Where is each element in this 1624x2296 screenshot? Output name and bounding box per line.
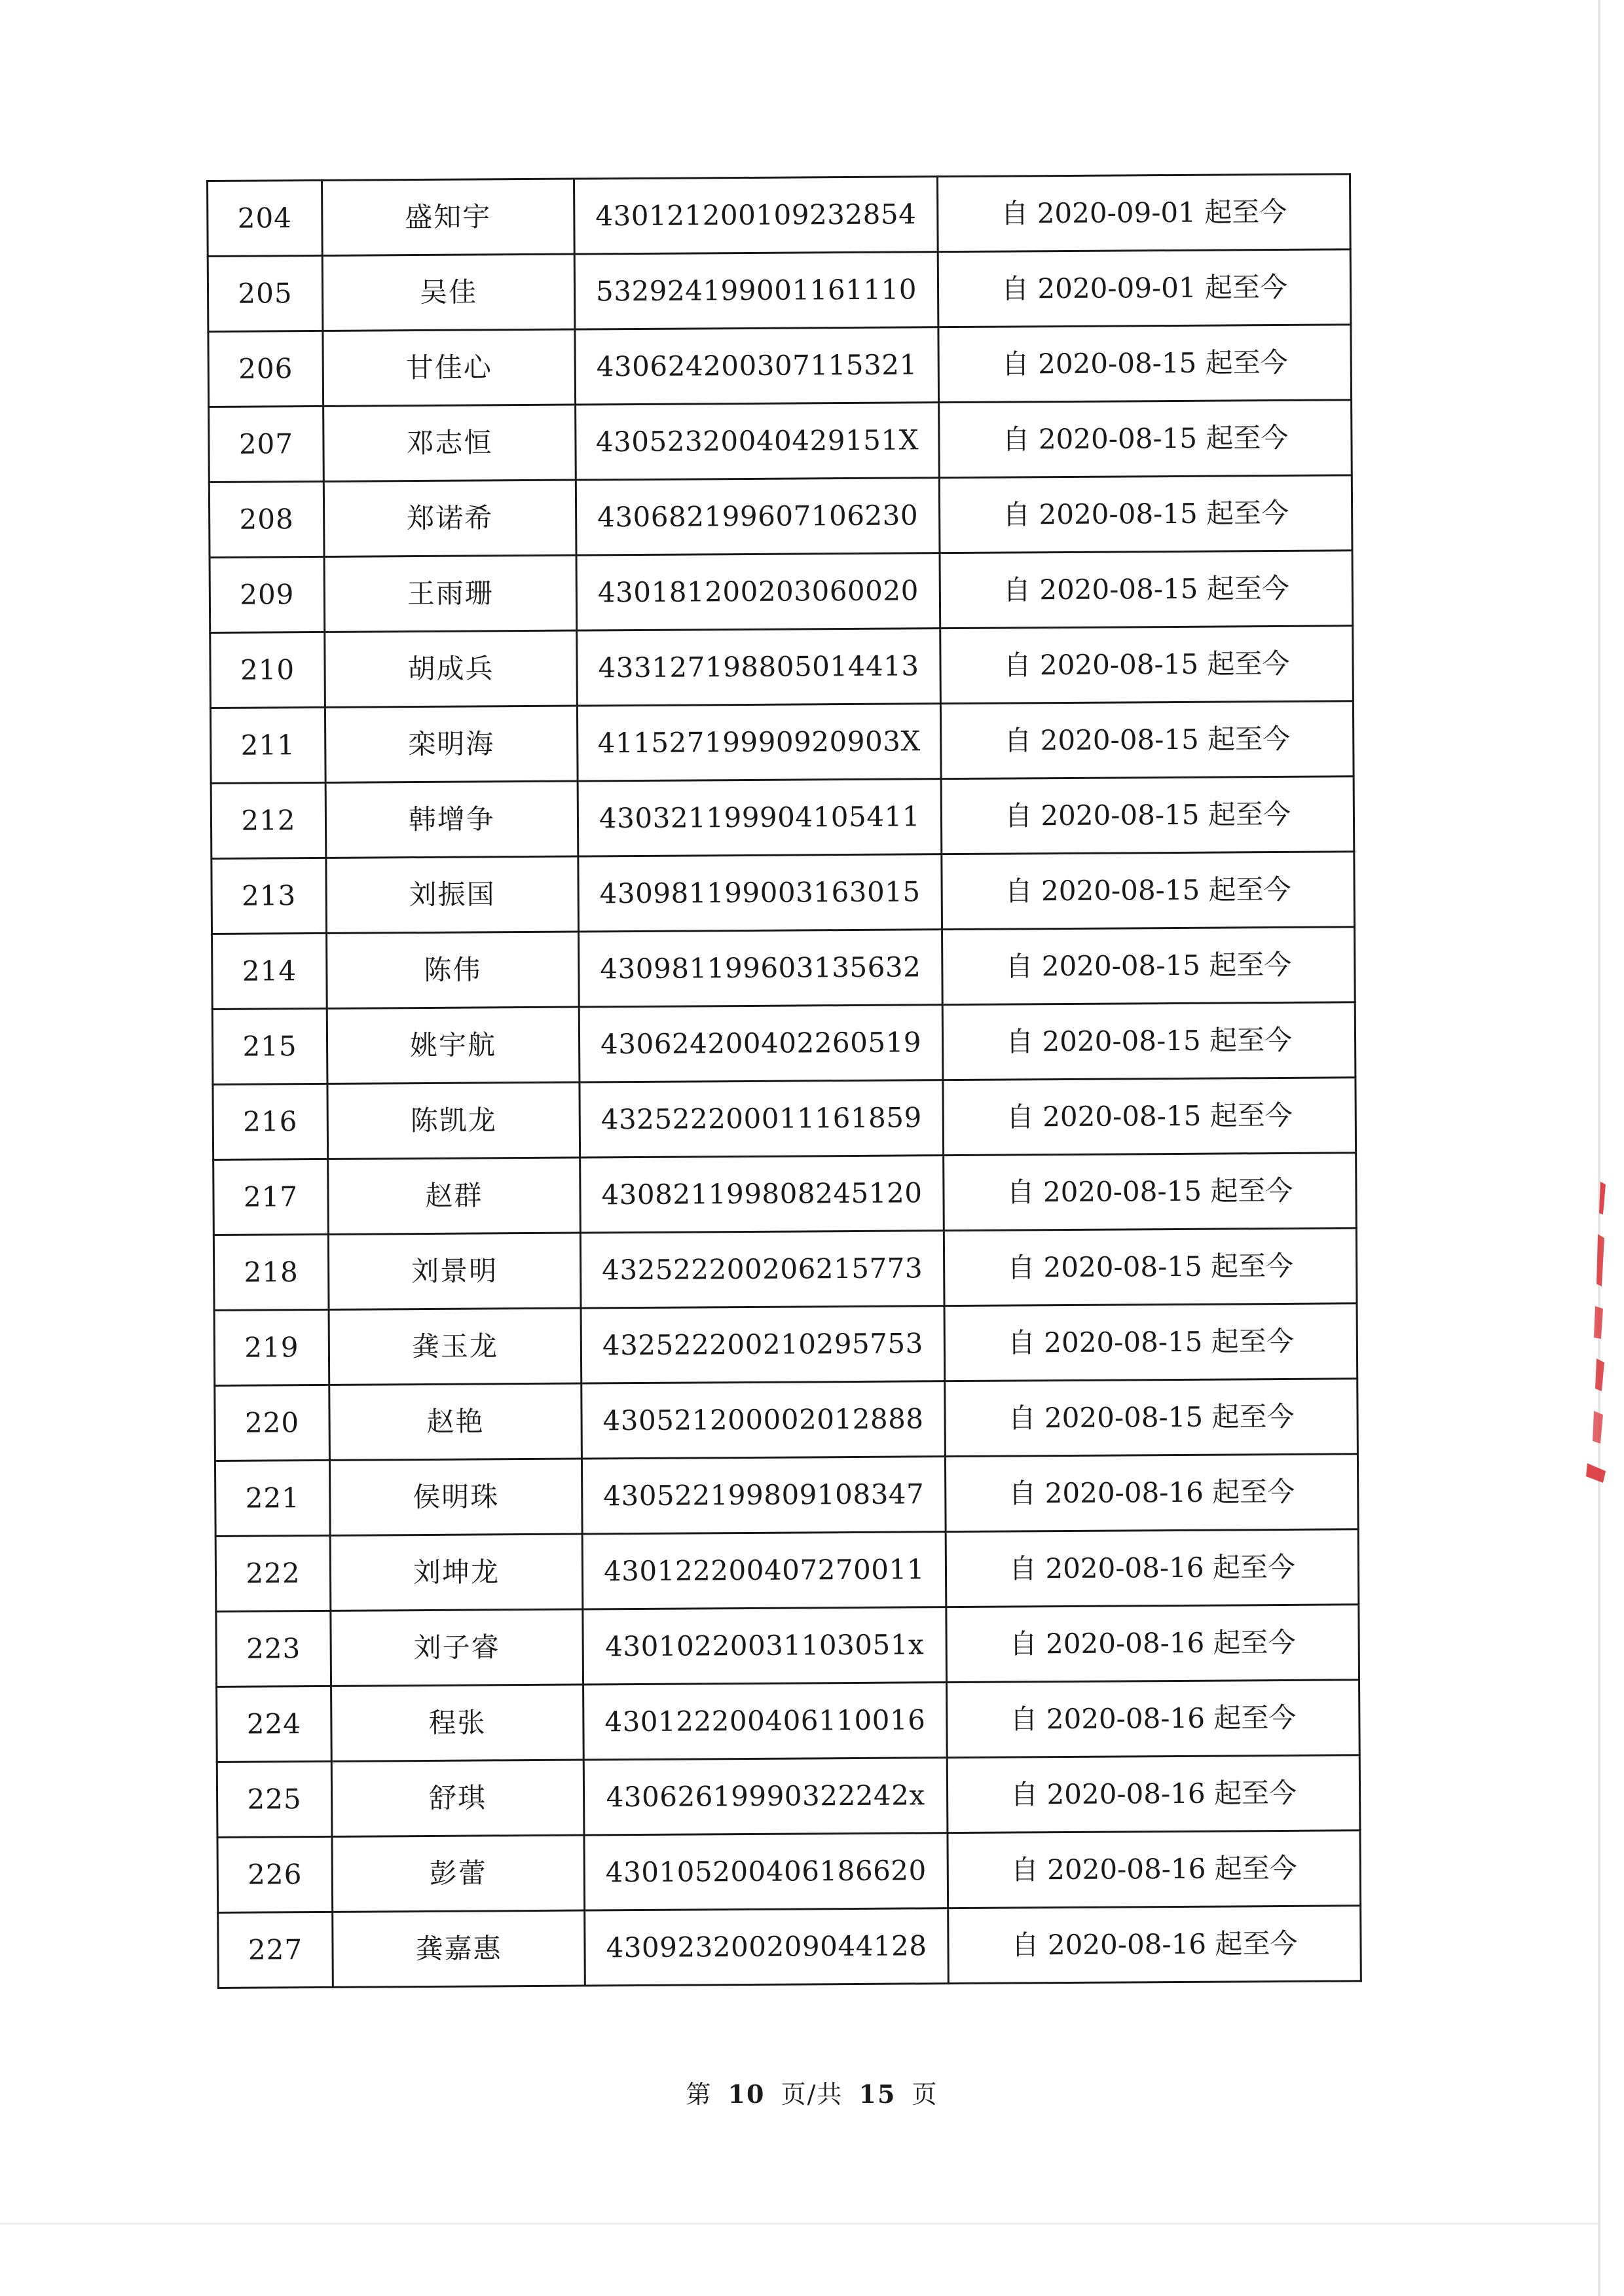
period-cell: 自 2020-08-15 起至今 xyxy=(944,1303,1357,1381)
red-seal-fragment xyxy=(1583,1175,1610,1489)
id-number-cell: 532924199001161110 xyxy=(574,252,938,329)
sequence-number-cell: 208 xyxy=(209,481,324,557)
total-pages-number: 15 xyxy=(858,2079,896,2109)
period-cell: 自 2020-08-16 起至今 xyxy=(945,1454,1358,1532)
name-cell: 刘子睿 xyxy=(331,1609,583,1686)
table-row xyxy=(217,1680,1360,1762)
sequence-number-cell: 206 xyxy=(208,331,323,407)
id-number-cell: 430522199809108347 xyxy=(581,1457,946,1534)
sequence-number-cell: 224 xyxy=(217,1686,332,1762)
table-row xyxy=(209,400,1352,483)
period-cell: 自 2020-08-15 起至今 xyxy=(944,1153,1357,1231)
name-cell: 程张 xyxy=(331,1685,584,1761)
sequence-number-cell: 212 xyxy=(211,782,326,858)
sequence-number-cell: 225 xyxy=(217,1761,332,1837)
sequence-number-cell: 210 xyxy=(210,632,325,708)
table-row xyxy=(208,174,1351,257)
name-cell: 王雨珊 xyxy=(324,555,577,632)
id-number-cell: 430122200407270011 xyxy=(582,1532,946,1609)
id-number-cell: 430321199904105411 xyxy=(578,779,942,856)
id-number-cell: 432522200210295753 xyxy=(581,1306,945,1383)
table-row xyxy=(212,1002,1356,1085)
id-number-cell: 430181200203060020 xyxy=(576,553,940,630)
table-row xyxy=(211,776,1354,859)
period-cell: 自 2020-08-15 起至今 xyxy=(941,776,1354,854)
table-row xyxy=(212,927,1356,1010)
table-row xyxy=(213,1228,1357,1311)
table-row xyxy=(215,1379,1358,1461)
period-cell: 自 2020-08-15 起至今 xyxy=(944,1228,1357,1306)
page-middle: 页/共 xyxy=(781,2080,843,2109)
sequence-number-cell: 227 xyxy=(218,1912,333,1988)
id-number-cell: 430821199808245120 xyxy=(580,1156,944,1233)
name-cell: 郑诺希 xyxy=(323,480,576,556)
period-cell: 自 2020-08-15 起至今 xyxy=(945,1379,1358,1457)
table-row xyxy=(210,701,1354,784)
name-cell: 龚嘉惠 xyxy=(333,1910,585,1987)
name-cell: 邓志恒 xyxy=(323,405,576,481)
name-cell: 栾明海 xyxy=(325,706,578,782)
scan-edge-bottom xyxy=(0,2223,1598,2225)
scan-edge-right xyxy=(1598,0,1600,2296)
table-row xyxy=(210,626,1354,708)
name-cell: 吴佳 xyxy=(322,254,575,331)
period-cell: 自 2020-08-16 起至今 xyxy=(948,1906,1361,1984)
sequence-number-cell: 222 xyxy=(215,1535,331,1611)
name-cell: 陈凯龙 xyxy=(327,1082,580,1159)
id-number-cell: 430981199003163015 xyxy=(578,854,942,932)
name-cell: 刘景明 xyxy=(328,1233,581,1309)
period-cell: 自 2020-08-16 起至今 xyxy=(946,1529,1359,1607)
sequence-number-cell: 226 xyxy=(217,1836,333,1912)
period-cell: 自 2020-08-15 起至今 xyxy=(940,626,1354,704)
sequence-number-cell: 218 xyxy=(213,1234,329,1310)
table-row xyxy=(214,1303,1357,1386)
name-cell: 彭蕾 xyxy=(332,1835,585,1912)
page-prefix: 第 xyxy=(686,2080,712,2109)
sequence-number-cell: 216 xyxy=(213,1084,328,1159)
id-number-cell: 430521200002012888 xyxy=(581,1381,946,1459)
period-cell: 自 2020-08-16 起至今 xyxy=(948,1831,1361,1908)
id-number-cell: 430121200109232854 xyxy=(574,177,938,254)
name-cell: 侯明珠 xyxy=(329,1459,582,1535)
sequence-number-cell: 221 xyxy=(215,1460,330,1536)
table-row xyxy=(217,1831,1361,1913)
sequence-number-cell: 207 xyxy=(209,406,324,482)
name-cell: 刘坤龙 xyxy=(330,1534,583,1611)
table-row xyxy=(210,551,1353,633)
current-page-number: 10 xyxy=(728,2079,766,2109)
period-cell: 自 2020-08-16 起至今 xyxy=(947,1755,1360,1833)
id-number-cell: 430105200406186620 xyxy=(584,1833,948,1910)
period-cell: 自 2020-08-15 起至今 xyxy=(940,551,1353,629)
id-number-cell: 430981199603135632 xyxy=(579,930,943,1007)
sequence-number-cell: 217 xyxy=(213,1159,329,1235)
id-number-cell: 430923200209044128 xyxy=(585,1908,949,1986)
sequence-number-cell: 213 xyxy=(212,858,327,934)
roster-table xyxy=(206,173,1362,1989)
name-cell: 韩增争 xyxy=(325,781,578,858)
period-cell: 自 2020-09-01 起至今 xyxy=(937,174,1350,252)
name-cell: 甘佳心 xyxy=(323,329,576,406)
sequence-number-cell: 219 xyxy=(214,1309,329,1385)
table-row xyxy=(213,1078,1356,1160)
id-number-cell: 432522200206215773 xyxy=(580,1231,944,1308)
sequence-number-cell: 215 xyxy=(212,1008,327,1084)
id-number-cell: 43010220031103051x xyxy=(583,1607,947,1685)
id-number-cell: 43062619990322242x xyxy=(583,1758,948,1835)
period-cell: 自 2020-08-15 起至今 xyxy=(943,1078,1356,1156)
period-cell: 自 2020-08-15 起至今 xyxy=(939,400,1352,478)
name-cell: 龚玉龙 xyxy=(329,1308,581,1385)
sequence-number-cell: 209 xyxy=(210,556,325,632)
table-row xyxy=(213,1153,1357,1235)
sequence-number-cell: 214 xyxy=(212,933,327,1009)
id-number-cell: 433127198805014413 xyxy=(577,629,941,706)
table-row xyxy=(212,852,1355,934)
id-number-cell: 430624200307115321 xyxy=(575,327,939,405)
page-footer xyxy=(0,2074,1624,2110)
period-cell: 自 2020-08-16 起至今 xyxy=(947,1680,1360,1758)
table-row xyxy=(208,249,1351,332)
sequence-number-cell: 220 xyxy=(215,1385,330,1461)
name-cell: 刘振国 xyxy=(326,856,579,933)
table-row xyxy=(217,1755,1360,1838)
sequence-number-cell: 211 xyxy=(210,707,325,783)
table-row xyxy=(215,1454,1358,1537)
name-cell: 赵艳 xyxy=(329,1383,582,1460)
period-cell: 自 2020-08-15 起至今 xyxy=(942,1002,1356,1080)
id-number-cell: 430122200406110016 xyxy=(583,1683,948,1760)
period-cell: 自 2020-08-15 起至今 xyxy=(940,701,1354,779)
period-cell: 自 2020-08-16 起至今 xyxy=(946,1605,1359,1683)
period-cell: 自 2020-08-15 起至今 xyxy=(942,852,1355,930)
id-number-cell: 43052320040429151X xyxy=(576,403,940,480)
table-row xyxy=(208,325,1352,407)
period-cell: 自 2020-08-15 起至今 xyxy=(939,475,1352,553)
table-row xyxy=(218,1906,1361,1988)
table-row xyxy=(216,1605,1359,1687)
table-row xyxy=(209,475,1352,558)
id-number-cell: 41152719990920903X xyxy=(577,704,941,781)
name-cell: 胡成兵 xyxy=(325,630,578,707)
roster-table-body xyxy=(208,174,1361,1988)
page-suffix: 页 xyxy=(912,2080,938,2109)
id-number-cell: 432522200011161859 xyxy=(580,1080,944,1157)
id-number-cell: 430624200402260519 xyxy=(579,1005,943,1082)
id-number-cell: 430682199607106230 xyxy=(576,478,940,555)
sequence-number-cell: 223 xyxy=(216,1611,331,1686)
period-cell: 自 2020-08-15 起至今 xyxy=(942,927,1356,1005)
name-cell: 陈伟 xyxy=(327,932,580,1008)
sequence-number-cell: 205 xyxy=(208,255,323,331)
name-cell: 舒琪 xyxy=(331,1760,584,1836)
name-cell: 姚宇航 xyxy=(327,1007,580,1084)
name-cell: 赵群 xyxy=(328,1157,581,1234)
sequence-number-cell: 204 xyxy=(208,180,323,256)
name-cell: 盛知宇 xyxy=(322,179,575,255)
period-cell: 自 2020-08-15 起至今 xyxy=(938,325,1352,403)
table-row xyxy=(215,1529,1359,1612)
period-cell: 自 2020-09-01 起至今 xyxy=(938,249,1351,327)
